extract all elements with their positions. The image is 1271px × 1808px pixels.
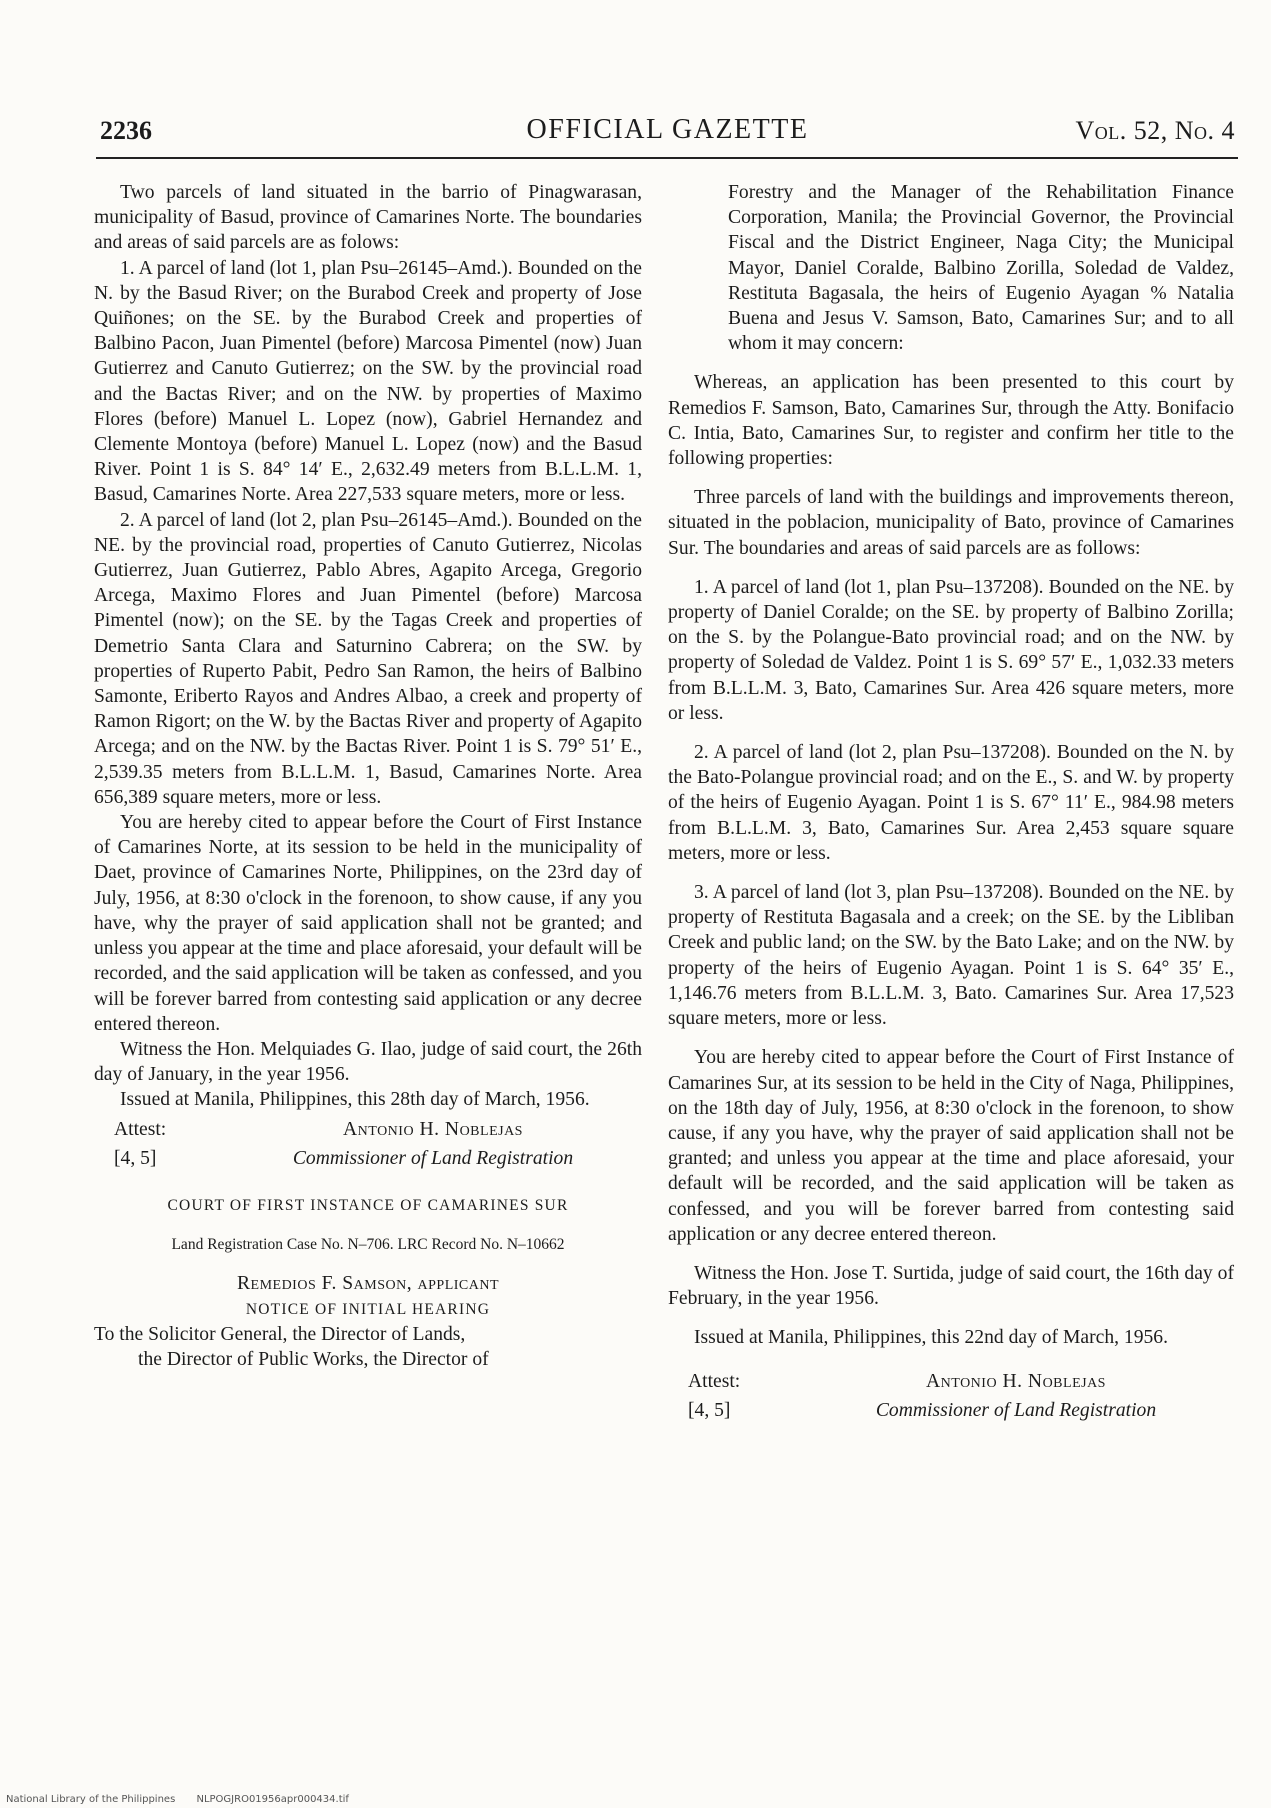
file-reference: NLPOGJRO01956apr000434.tif (196, 1794, 349, 1805)
paragraph: 3. A parcel of land (lot 3, plan Psu–137208). Bounded on the NE. by property of Restituta Bagasala and a creek; on the SE. by the Libliban Creek and public land; on the SW. by the Bato Lake; and on the NW. by property of the heirs of Eugenio Ayagan. Point 1 is S. 64° 35′ E., 1,146.76 meters from B.L.L.M. 3, Bato. Camarines Sur. Area 17,523 square meters, more or less. (668, 882, 1234, 1030)
commissioner-name: Antonio H. Noblejas (926, 1370, 1106, 1392)
page-header (100, 112, 1235, 152)
scan-footer (6, 1794, 367, 1805)
paragraph: You are hereby cited to appear before the Court of First Instance of Camarines Sur, at its session to be held in the City of Naga, Philippines, on the 18th day of July, 1956, at 8:30 o'clock in the forenoon, to show cause, if any you have, why the prayer of said application shall not be granted; and unless you appear at the time and place aforesaid, your default will be recorded, and the said application will be taken as confessed, and you will be forever barred from contesting said application or any decree entered thereon. (668, 1047, 1234, 1245)
case-line: Land Registration Case No. N–706. LRC Record No. N–10662 (171, 1236, 565, 1254)
page-number: 2236 (100, 116, 152, 145)
issue-ref: [4, 5] (688, 1399, 731, 1421)
paragraph: You are hereby cited to appear before the Court of First Instance of Camarines Norte, at its session to be held in the municipality of Daet, province of Camarines Norte, Philippines, on the 23rd day of July, 1956, at 8:30 o'clock in the forenoon, to show cause, if any you have, why the prayer of said application shall not be granted; and unless you appear at the time and place aforesaid, your default will be recorded, and the said application will be taken as confessed, and you will be forever barred from contesting said application or any decree entered thereon. (94, 812, 642, 1035)
volume-number: Vol. 52, No. 4 (1075, 116, 1235, 145)
attest-block-2 (668, 1398, 1234, 1423)
attest-label: Attest: (688, 1370, 741, 1392)
issue-ref: [4, 5] (114, 1147, 157, 1169)
paragraph: Two parcels of land situated in the barrio of Pinagwarasan, municipality of Basud, province of Camarines Norte. The boundaries and areas of said parcels are as folows: (94, 182, 642, 254)
paragraph: 1. A parcel of land (lot 1, plan Psu–137208). Bounded on the NE. by property of Daniel Coralde; on the SE. by property of Balbino Zorilla; on the S. by the Polangue-Bato provincial road; and on the NW. by property of Soledad de Valdez. Point 1 is S. 69° 57′ E., 1,032.33 meters from B.L.L.M. 3, Bato, Camarines Sur. Area 426 square meters, more or less. (668, 576, 1234, 724)
paragraph: Issued at Manila, Philippines, this 22nd day of March, 1956. (694, 1327, 1169, 1349)
paragraph: Forestry and the Manager of the Rehabilitation Finance Corporation, Manila; the Provincial Governor, the Provincial Fiscal and the District Engineer, Naga City; the Municipal Mayor, Daniel Coralde, Balbino Zorilla, Soledad de Valdez, Restituta Bagasala, the heirs of Eugenio Ayagan % Natalia Buena and Jesus V. Samson, Bato, Camarines Sur; and to all whom it may concern: (728, 182, 1234, 355)
address-line: To the Solicitor General, the Director of Lands, (94, 1323, 466, 1345)
left-column (94, 180, 642, 1372)
paragraph: 1. A parcel of land (lot 1, plan Psu–26145–Amd.). Bounded on the N. by the Basud River; on the Burabod Creek and property of Jose Quiñones; on the SE. by the Burabod Creek and properties of Balbino Pacon, Juan Pimentel (before) Marcosa Pimentel (now) Juan Gutierrez and Canuto Gutierrez; on the SW. by the provincial road and the Bactas River; and on the NW. by properties of Maximo Flores (before) Manuel L. Lopez (now), Gabriel Hernandez and Clemente Montoya (before) Manuel L. Lopez (now) and the Basud River. Point 1 is S. 84° 14′ E., 2,632.49 meters from B.L.L.M. 1, Basud, Camarines Norte. Area 227,533 square meters, more or less. (94, 257, 642, 506)
commissioner-title: Commissioner of Land Registration (875, 1399, 1157, 1421)
paragraph: 2. A parcel of land (lot 2, plan Psu–26145–Amd.). Bounded on the NE. by the provincial road, properties of Canuto Gutierrez, Nicolas Gutierrez, Juan Gutierrez, Pablo Abres, Agapito Arcega, Gregorio Arcega, Maximo Flores and Juan Pimentel (before) Marcosa Pimentel (now); on the SE. by the Tagas Creek and properties of Demetrio Santa Clara and Saturnino Cabrera; on the SW. by properties of Ruperto Pabit, Pedro San Ramon, the heirs of Balbino Samonte, Eriberto Rayos and Andres Albao, a creek and property of Ramon Rigort; on the W. by the Bactas River and property of Agapito Arcega; and on the NW. by the Bactas River. Point 1 is S. 79° 51′ E., 2,539.35 meters from B.L.L.M. 1, Basud, Camarines Norte. Area 656,389 square meters, more or less. (94, 509, 642, 808)
commissioner-name: Antonio H. Noblejas (343, 1118, 523, 1140)
paragraph: Three parcels of land with the buildings and improvements thereon, situated in the poblacion, municipality of Bato, province of Camarines Sur. The boundaries and areas of said parcels are as follows: (668, 487, 1234, 559)
attest-label: Attest: (114, 1118, 167, 1140)
header-rule (96, 157, 1238, 159)
paragraph: Whereas, an application has been presented to this court by Remedios F. Samson, Bato, Camarines Sur, through the Atty. Bonifacio C. Intia, Bato, Camarines Sur, to register and confirm her title to the following properties: (668, 372, 1234, 470)
right-column (668, 180, 1234, 1423)
library-credit: National Library of the Philippines (6, 1794, 176, 1805)
publication-title: OFFICIAL GAZETTE (526, 114, 809, 145)
paragraph: Witness the Hon. Melquiades G. Ilao, judge of said court, the 26th day of January, in the year 1956. (94, 1038, 642, 1086)
paragraph: Witness the Hon. Jose T. Surtida, judge of said court, the 16th day of February, in the year 1956. (668, 1262, 1234, 1310)
commissioner-title: Commissioner of Land Registration (292, 1147, 574, 1169)
notice-heading: NOTICE OF INITIAL HEARING (245, 1300, 491, 1318)
attest-block (94, 1117, 642, 1142)
attest-block-2 (94, 1146, 642, 1171)
paragraph: 2. A parcel of land (lot 2, plan Psu–137208). Bounded on the N. by the Bato-Polangue provincial road; and on the E., S. and W. by property of the heirs of Eugenio Ayagan. Point 1 is S. 67° 11′ E., 984.98 meters from B.L.L.M. 3, Bato, Camarines Sur. Area 2,453 square square meters, more or less. (668, 742, 1234, 864)
court-heading: COURT OF FIRST INSTANCE OF CAMARINES SUR (167, 1196, 569, 1214)
applicant-line: Remedios F. Samson, applicant (236, 1273, 500, 1295)
address-line: the Director of Public Works, the Director of (138, 1348, 489, 1370)
attest-block (668, 1369, 1234, 1394)
paragraph: Issued at Manila, Philippines, this 28th day of March, 1956. (120, 1089, 590, 1111)
